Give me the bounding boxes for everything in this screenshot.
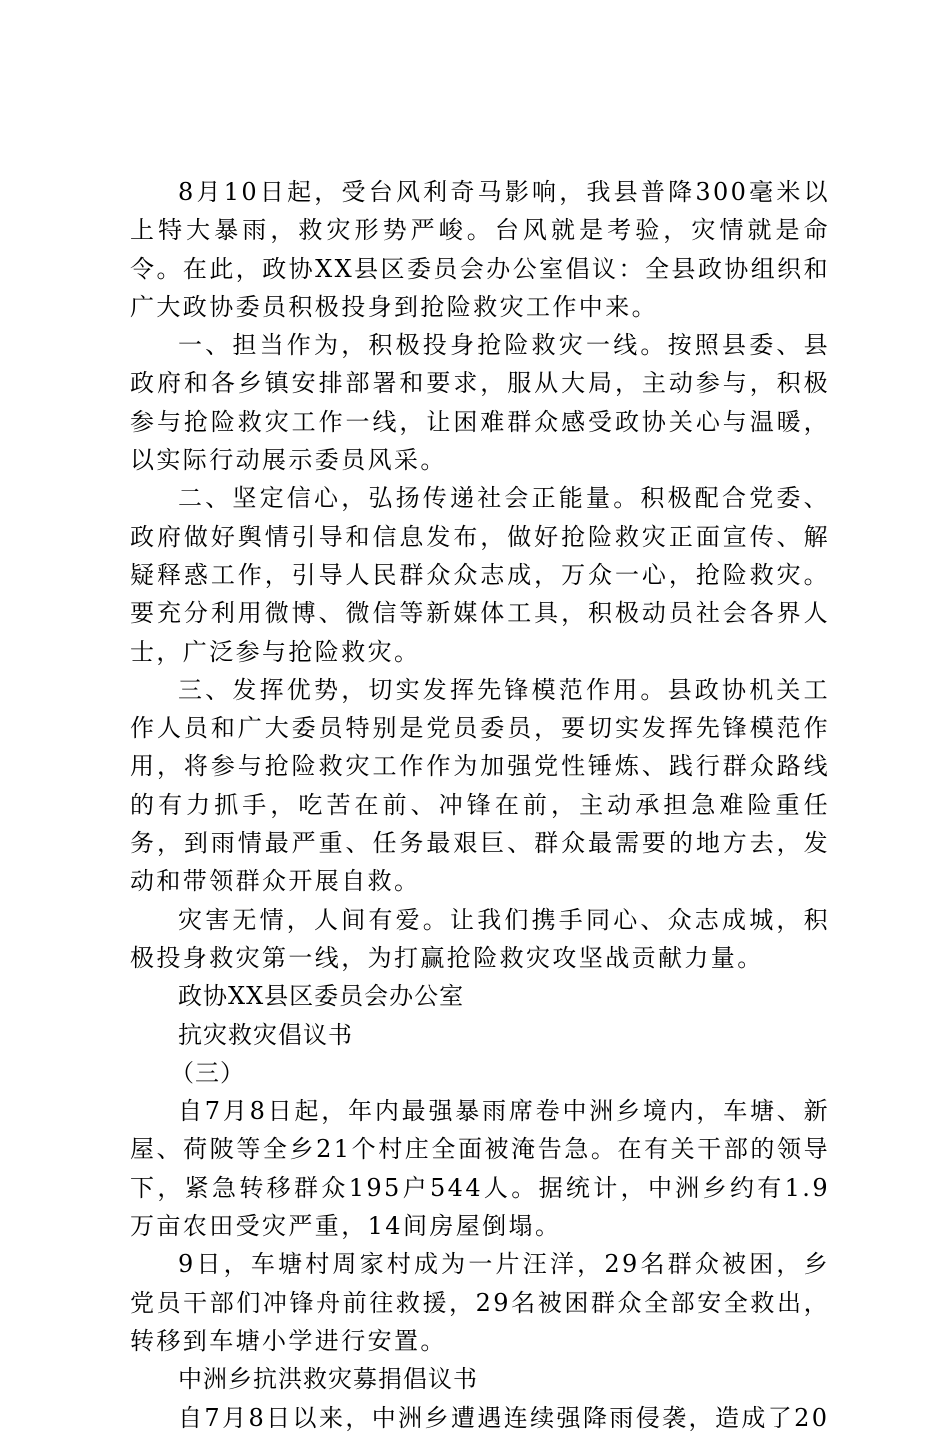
signature-line: 政协XX县区委员会办公室 — [178, 982, 465, 1011]
paragraph-closing: 灾害无情，人间有爱。让我们携手同心、众志成城，积极投身救灾第一线，为打赢抢险救灾攻坚战贡献力量。 — [130, 905, 830, 972]
paragraph-donation-intro: 自7月8日以来，中洲乡遭遇连续强降雨侵袭，造成了20 — [178, 1403, 830, 1432]
heading-proposal: 抗灾救灾倡议书 — [178, 1020, 353, 1049]
paragraph-point-two: 二、坚定信心，弘扬传递社会正能量。积极配合党委、政府做好舆情引导和信息发布，做好抢险救灾正面宣传、解疑释惑工作，引导人民群众众志成，万众一心，抢险救灾。要充分利用微博、微信等新媒体工具，积极动员社会各界人士，广泛参与抢险救灾。 — [130, 484, 830, 666]
paragraph-point-three: 三、发挥优势，切实发挥先锋模范作用。县政协机关工作人员和广大委员特别是党员委员，要切实发挥先锋模范作用，将参与抢险救灾工作作为加强党性锤炼、践行群众路线的有力抓手，吃苦在前、冲锋在前，主动承担急难险重任务，到雨情最严重、任务最艰巨、群众最需要的地方去，发动和带领群众开展自救。 — [130, 675, 830, 896]
paragraph-point-one: 一、担当作为，积极投身抢险救灾一线。按照县委、县政府和各乡镇安排部署和要求，服从大局，主动参与，积极参与抢险救灾工作一线，让困难群众感受政协关心与温暖，以实际行动展示委员风采。 — [130, 331, 830, 475]
paragraph-intro: 8月10日起，受台风利奇马影响，我县普降300毫米以上特大暴雨，救灾形势严峻。台风就是考验，灾情就是命令。在此，政协XX县区委员会办公室倡议：全县政协组织和广大政协委员积极投身到抢险救灾工作中来。 — [130, 178, 830, 321]
paragraph-zhongzhou-rescue: 9日，车塘村周家村成为一片汪洋，29名群众被困，乡党员干部们冲锋舟前往救援，29名被困群众全部安全救出，转移到车塘小学进行安置。 — [130, 1250, 830, 1355]
paragraph-zhongzhou-flood: 自7月8日起，年内最强暴雨席卷中洲乡境内，车塘、新屋、荷陂等全乡21个村庄全面被淹告急。在有关干部的领导下，紧急转移群众195户544人。据统计，中洲乡约有1.9万亩农田受灾严重，14间房屋倒塌。 — [130, 1097, 830, 1241]
heading-donation-proposal: 中洲乡抗洪救灾募捐倡议书 — [178, 1365, 478, 1394]
document-page — [130, 173, 830, 1437]
section-label: （三） — [170, 1058, 245, 1087]
